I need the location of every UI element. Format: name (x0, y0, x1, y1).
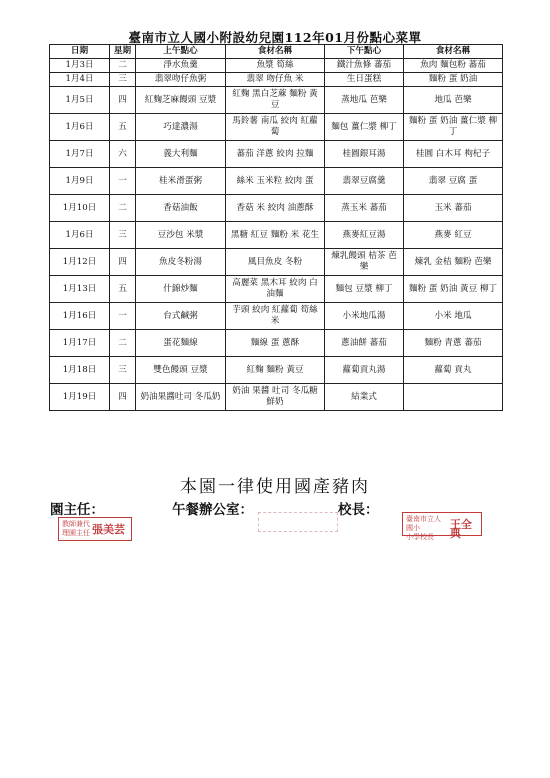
row-am-snack: 巧達濃湯 (136, 114, 226, 141)
row-pm-ingredients: 地瓜 芭樂 (404, 87, 503, 114)
row-am-snack: 雙色饅頭 豆漿 (136, 357, 226, 384)
lunch-office-label: 午餐辦公室： (172, 502, 253, 518)
row-date: 1月19日 (50, 384, 110, 411)
row-am-snack: 什錦炒麵 (136, 276, 226, 303)
row-date: 1月13日 (50, 276, 110, 303)
row-am-snack: 魚皮冬粉湯 (136, 249, 226, 276)
row-am-ingredients: 香菇 米 絞肉 油蔥酥 (226, 195, 325, 222)
principal-seal-line1: 臺南市立人國小 (406, 515, 441, 532)
row-am-ingredients: 高麗菜 黑木耳 絞肉 白油麵 (226, 276, 325, 303)
row-am-ingredients: 麵線 蛋 蔥酥 (226, 330, 325, 357)
page-title: 臺南市立人國小附設幼兒園112年01月份點心菜單 (128, 30, 422, 45)
row-am-snack: 翡翠吻仔魚粥 (136, 73, 226, 87)
table-row (50, 87, 503, 114)
header-pm-snack: 下午點心 (325, 45, 404, 59)
row-am-snack: 豆沙包 米漿 (136, 222, 226, 249)
row-am-snack: 桂米滑蛋粥 (136, 168, 226, 195)
principal-seal (402, 512, 482, 541)
pork-notice: 本園一律使用國產豬肉 (180, 477, 370, 497)
table-row (50, 303, 503, 330)
row-am-snack: 義大利麵 (136, 141, 226, 168)
row-am-ingredients: 黑糖 紅豆 麵粉 米 花生 (226, 222, 325, 249)
principal-seal-name: 王全典 (449, 517, 472, 540)
row-am-ingredients: 風目魚皮 冬粉 (226, 249, 325, 276)
table-row (50, 59, 503, 73)
row-date: 1月9日 (50, 168, 110, 195)
header-am-ingredients: 食材名稱 (226, 45, 325, 59)
table-row (50, 195, 503, 222)
row-am-snack: 蛋花麵線 (136, 330, 226, 357)
row-pm-ingredients: 玉米 蕃茄 (404, 195, 503, 222)
director-seal-line2: 理園主任 (62, 529, 90, 537)
row-pm-ingredients: 魚肉 麵包粉 蕃茄 (404, 59, 503, 73)
row-pm-ingredients: 麵粉 蛋 奶油 薑仁漿 柳丁 (404, 114, 503, 141)
row-am-ingredients: 魚漿 筍絲 (226, 59, 325, 73)
row-pm-snack: 蔥油餅 蕃茄 (325, 330, 404, 357)
row-am-snack: 淨水魚羹 (136, 59, 226, 73)
row-pm-ingredients: 麵粉 青蔥 蕃茄 (404, 330, 503, 357)
row-date: 1月4日 (50, 73, 110, 87)
row-am-snack: 香菇油飯 (136, 195, 226, 222)
table-row (50, 276, 503, 303)
row-pm-ingredients: 燕麥 紅豆 (404, 222, 503, 249)
table-row (50, 168, 503, 195)
table-row (50, 73, 503, 87)
row-weekday: 二 (110, 330, 136, 357)
row-weekday: 三 (110, 222, 136, 249)
row-date: 1月5日 (50, 87, 110, 114)
row-date: 1月6日 (50, 222, 110, 249)
row-am-ingredients: 蕃茄 洋蔥 絞肉 拉麵 (226, 141, 325, 168)
row-pm-snack: 生日蛋糕 (325, 73, 404, 87)
row-am-ingredients: 紅麴 黑白芝蔴 麵粉 黃豆 (226, 87, 325, 114)
row-pm-snack: 蒸地瓜 芭樂 (325, 87, 404, 114)
header-weekday: 星期 (110, 45, 136, 59)
row-date: 1月17日 (50, 330, 110, 357)
row-pm-snack: 桂圓銀耳湯 (325, 141, 404, 168)
principal-label: 校長： (338, 502, 379, 518)
row-weekday: 二 (110, 59, 136, 73)
row-am-snack: 奶油果醬吐司 冬瓜奶 (136, 384, 226, 411)
row-weekday: 四 (110, 87, 136, 114)
director-seal-name: 張美芸 (92, 522, 125, 536)
row-am-ingredients: 絲米 玉米粒 絞肉 蛋 (226, 168, 325, 195)
table-row (50, 249, 503, 276)
director-seal-line1: 教師兼代 (62, 520, 90, 528)
row-weekday: 二 (110, 195, 136, 222)
row-pm-snack: 翡翠豆腐羹 (325, 168, 404, 195)
row-pm-ingredients: 麵粉 蛋 奶油 黃豆 柳丁 (404, 276, 503, 303)
row-date: 1月3日 (50, 59, 110, 73)
row-pm-ingredients: 桂圓 白木耳 枸杞子 (404, 141, 503, 168)
row-pm-snack: 蒸玉米 蕃茄 (325, 195, 404, 222)
row-am-ingredients: 翡翠 吻仔魚 米 (226, 73, 325, 87)
table-row (50, 114, 503, 141)
row-date: 1月6日 (50, 114, 110, 141)
row-pm-ingredients: 翡翠 豆腐 蛋 (404, 168, 503, 195)
row-pm-snack: 蘿蔔貢丸湯 (325, 357, 404, 384)
snack-menu-table (49, 44, 503, 411)
row-pm-ingredients: 煉乳 金桔 麵粉 芭樂 (404, 249, 503, 276)
row-weekday: 六 (110, 141, 136, 168)
row-date: 1月10日 (50, 195, 110, 222)
table-row (50, 357, 503, 384)
row-pm-ingredients: 蘿蔔 貢丸 (404, 357, 503, 384)
row-pm-ingredients (404, 384, 503, 411)
row-weekday: 四 (110, 384, 136, 411)
table-row (50, 330, 503, 357)
table-row (50, 222, 503, 249)
row-am-ingredients: 芋頭 絞肉 紅蘿蔔 筍絲 米 (226, 303, 325, 330)
principal-seal-line2: 小學校長 (406, 533, 434, 541)
row-weekday: 三 (110, 73, 136, 87)
row-date: 1月12日 (50, 249, 110, 276)
header-am-snack: 上午點心 (136, 45, 226, 59)
row-date: 1月7日 (50, 141, 110, 168)
row-date: 1月16日 (50, 303, 110, 330)
row-pm-snack: 麵包 薑仁漿 柳丁 (325, 114, 404, 141)
row-pm-snack: 麵包 豆漿 柳丁 (325, 276, 404, 303)
row-pm-snack: 鐵汁魚條 蕃茄 (325, 59, 404, 73)
header-row (50, 45, 503, 59)
row-am-snack: 紅麴芝麻饅頭 豆漿 (136, 87, 226, 114)
row-pm-snack: 煉乳饅頭 桔茶 芭樂 (325, 249, 404, 276)
table-row (50, 384, 503, 411)
row-date: 1月18日 (50, 357, 110, 384)
row-pm-ingredients: 小米 地瓜 (404, 303, 503, 330)
director-seal (58, 517, 132, 541)
table-row (50, 141, 503, 168)
director-label: 園主任： (50, 502, 104, 518)
row-weekday: 五 (110, 114, 136, 141)
row-pm-snack: 燕麥紅豆湯 (325, 222, 404, 249)
row-weekday: 一 (110, 168, 136, 195)
row-weekday: 五 (110, 276, 136, 303)
row-am-ingredients: 馬鈴薯 南瓜 絞肉 紅蘿蔔 (226, 114, 325, 141)
row-pm-snack: 結業式 (325, 384, 404, 411)
row-pm-snack: 小米地瓜湯 (325, 303, 404, 330)
row-weekday: 一 (110, 303, 136, 330)
row-pm-ingredients: 麵粉 蛋 奶油 (404, 73, 503, 87)
row-am-ingredients: 紅麴 麵粉 黃豆 (226, 357, 325, 384)
lunch-office-faint-stamp (258, 512, 338, 532)
row-am-ingredients: 奶油 果醬 吐司 冬瓜糖 鮮奶 (226, 384, 325, 411)
row-weekday: 三 (110, 357, 136, 384)
header-date: 日期 (50, 45, 110, 59)
row-am-snack: 台式鹹粥 (136, 303, 226, 330)
header-pm-ingredients: 食材名稱 (404, 45, 503, 59)
row-weekday: 四 (110, 249, 136, 276)
